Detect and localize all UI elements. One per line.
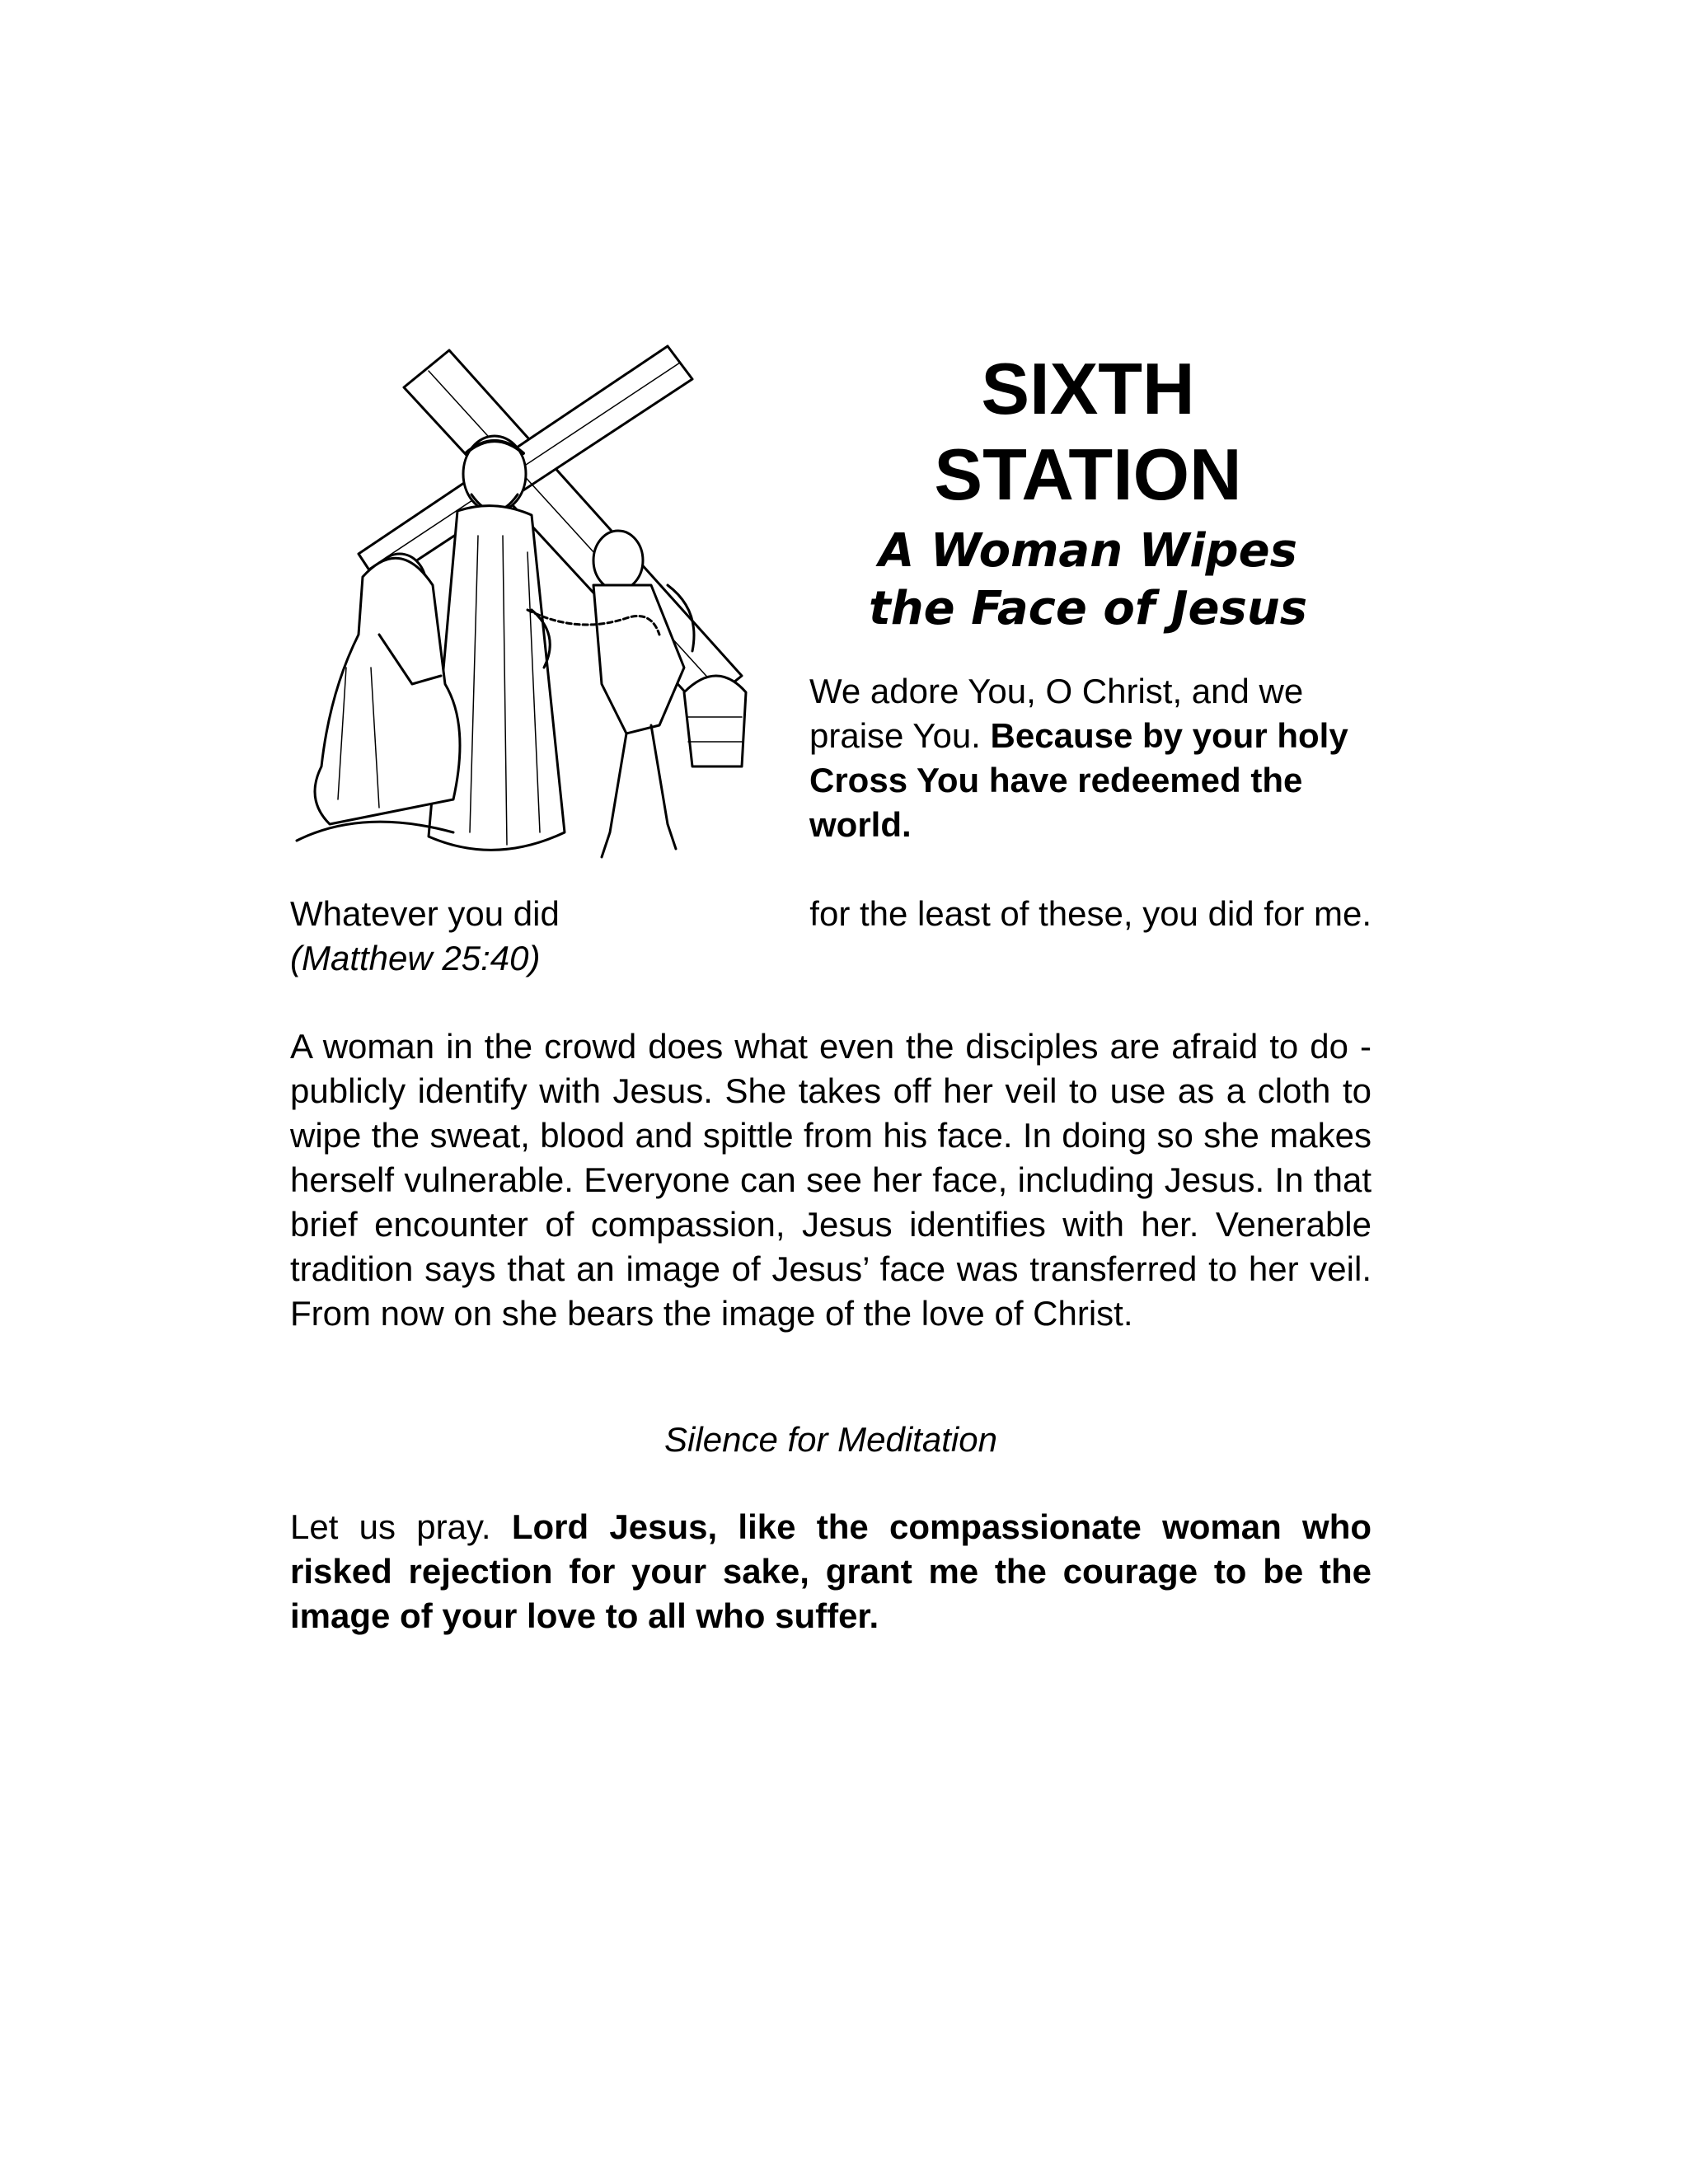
scripture-quote: [290, 892, 1372, 981]
prayer-text: Lord Jesus, like the compassionate woman who risked rejection for your sake, grant me the courage to be the image of your love to all who suffer.: [290, 1507, 1372, 1635]
adoration-response: Because by your holy Cross You have redeemed the world.: [809, 716, 1348, 844]
station-title-line2: STATION: [934, 434, 1242, 515]
prayer-lead: Let us pray.: [290, 1507, 491, 1546]
station-subtitle-line1: A Woman Wipes: [879, 524, 1297, 578]
adoration-prayer: [809, 669, 1386, 847]
station-title-line1: SIXTH: [981, 348, 1195, 429]
silence-instruction: Silence for Meditation: [664, 1420, 997, 1459]
station-illustration: [280, 338, 808, 874]
station-header: [824, 346, 1352, 638]
station-drawing-icon: [280, 338, 808, 874]
scripture-citation: (Matthew 25:40): [290, 939, 541, 977]
adoration-lead: We adore You, O Christ, and we praise You.: [809, 672, 1304, 755]
closing-prayer: [290, 1505, 1372, 1638]
scripture-quote-line: [290, 892, 1372, 936]
reflection-paragraph: A woman in the crowd does what even the disciples are afraid to do - publicly identify with Jesus. She takes off her veil to use as a cloth to wipe the sweat, blood and spittle from his face. In doing so she makes herself vulnerable. Everyone can see her face, including Jesus. In that brief encounter of compassion, Jesus identifies with her. Venerable tradition says that an image of Jesus’ face was transferred to her veil. From now on she bears the image of the love of Christ.: [290, 1027, 1372, 1333]
station-subtitle-line2: the Face of Jesus: [868, 582, 1308, 635]
scripture-quote-part1: Whatever you did: [290, 894, 560, 933]
scripture-quote-part2: for the least of these, you did for me.: [809, 894, 1372, 933]
